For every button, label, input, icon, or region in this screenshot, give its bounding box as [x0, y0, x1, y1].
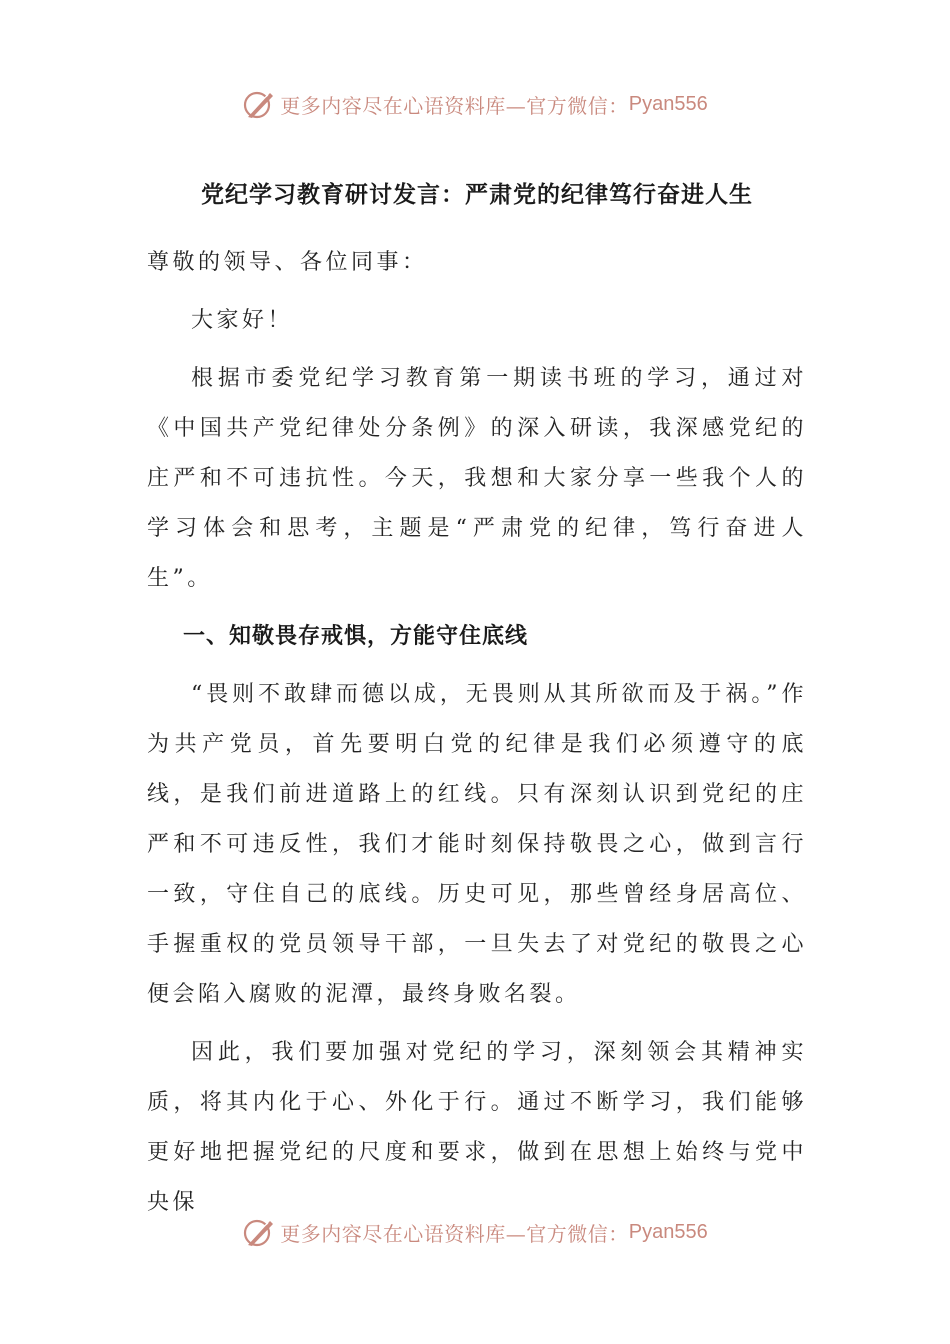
- document-body: [147, 170, 807, 1236]
- footer-banner: [0, 1212, 950, 1252]
- intro-paragraph: 根据市委党纪学习教育第一期读书班的学习，通过对《中国共产党纪律处分条例》的深入研读，我深感党纪的庄严和不可违抗性。今天，我想和大家分享一些我个人的学习体会和思考，主题是“严肃党的纪律，笃行奋进人生”。: [147, 366, 807, 591]
- section1-paragraph-1: “畏则不敢肆而德以成，无畏则从其所欲而及于祸。”作为共产党员，首先要明白党的纪律是我们必须遵守的底线，是我们前进道路上的红线。只有深刻认识到党纪的庄严和不可违反性，我们才能时刻保持敬畏之心，做到言行一致，守住自己的底线。历史可见，那些曾经身居高位、手握重权的党员领导干部，一旦失去了对党纪的敬畏之心便会陷入腐败的泥潭，最终身败名裂。: [147, 682, 807, 1007]
- document-title: 党纪学习教育研讨发言：严肃党的纪律笃行奋进人生: [201, 182, 753, 208]
- quill-pen-logo-icon: [242, 87, 276, 121]
- header-banner-text: 更多内容尽在心语资料库—官方微信：: [280, 93, 629, 118]
- footer-banner-wechat: Pyan556: [628, 1220, 708, 1243]
- quill-pen-logo-icon: [242, 1215, 276, 1249]
- section-heading-1: 一、知敬畏存戒惧，方能守住底线: [183, 624, 529, 649]
- section1-paragraph-2: 因此，我们要加强对党纪的学习，深刻领会其精神实质，将其内化于心、外化于行。通过不断学习，我们能够更好地把握党纪的尺度和要求，做到在思想上始终与党中央保: [147, 1040, 807, 1215]
- header-banner: [0, 84, 950, 124]
- footer-banner-text: 更多内容尽在心语资料库—官方微信：: [280, 1221, 629, 1246]
- greeting: 大家好！: [191, 308, 294, 333]
- header-banner-wechat: Pyan556: [628, 92, 708, 115]
- salutation: 尊敬的领导、各位同事：: [147, 250, 428, 275]
